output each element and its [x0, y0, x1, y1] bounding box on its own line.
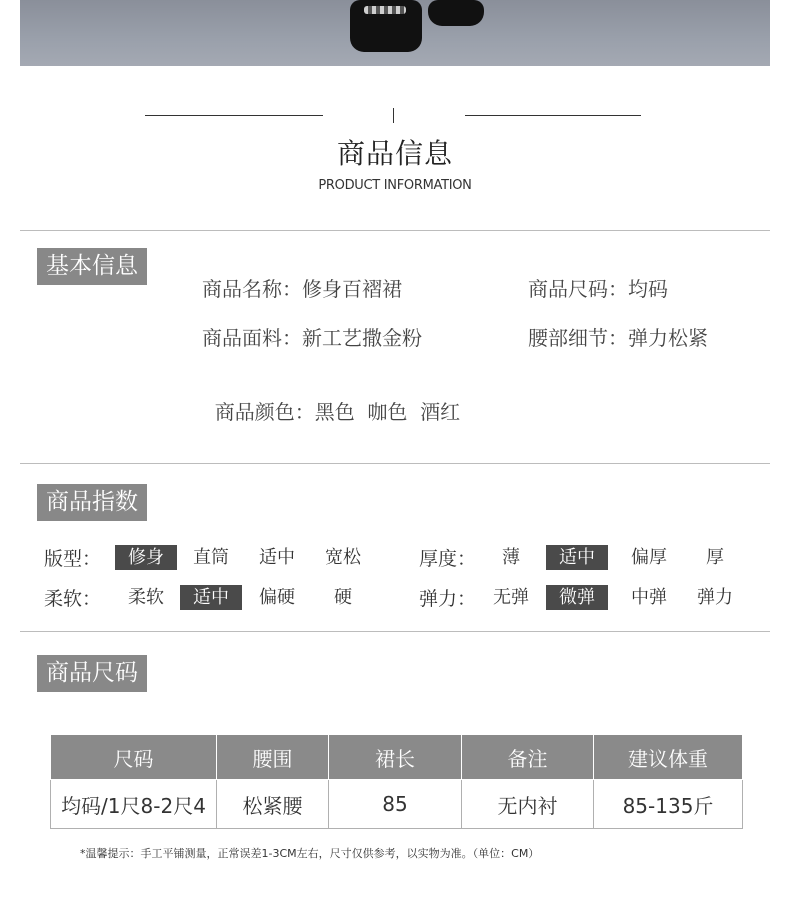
section-title: 商品信息 — [336, 137, 453, 170]
index-option: 宽松 — [325, 547, 361, 568]
divider — [20, 230, 770, 231]
index-option: 薄 — [502, 547, 520, 568]
index-option: 柔软 — [128, 587, 164, 608]
info-label: 商品面料： — [202, 326, 302, 350]
index-label-thickness: 厚度： — [419, 548, 477, 570]
table-header-cell: 裙长 — [329, 735, 462, 780]
table-cell: 均码/1尺8-2尺4 — [51, 780, 217, 829]
info-value: 黑色 咖色 酒红 — [314, 400, 461, 424]
index-label-fit: 版型： — [44, 548, 102, 570]
index-option: 弹力 — [697, 587, 733, 608]
header-left-line — [145, 115, 323, 116]
table-row — [51, 780, 743, 829]
product-size-tag: 商品尺码 — [37, 655, 147, 692]
table-header-cell: 建议体重 — [594, 735, 743, 780]
info-label: 商品颜色： — [214, 400, 315, 424]
index-option: 厚 — [706, 547, 724, 568]
table-header-cell: 备注 — [462, 735, 594, 780]
shoe-left-image — [350, 0, 422, 52]
divider — [20, 463, 770, 464]
index-option: 直筒 — [193, 547, 229, 568]
index-option: 中弹 — [631, 587, 667, 608]
info-product-fabric — [202, 322, 422, 351]
table-header-cell: 腰围 — [217, 735, 329, 780]
divider — [20, 631, 770, 632]
table-cell: 85-135斤 — [594, 780, 743, 829]
index-option: 适中 — [259, 547, 295, 568]
info-waist-detail — [528, 322, 708, 351]
index-label-elasticity: 弹力： — [419, 588, 477, 610]
info-value: 新工艺撒金粉 — [302, 326, 422, 350]
index-option: 硬 — [334, 587, 352, 608]
footnote: *温馨提示：手工平铺测量，正常误差1-3CM左右，尺寸仅供参考，以实物为准。（单位：CM） — [80, 847, 540, 860]
info-value: 均码 — [628, 277, 668, 301]
header-tick — [393, 108, 394, 123]
index-option: 适中 — [546, 545, 608, 570]
shoe-right-image — [428, 0, 484, 26]
index-option: 修身 — [115, 545, 177, 570]
table-header-row — [51, 735, 743, 780]
info-product-name — [202, 273, 402, 302]
index-option: 无弹 — [493, 587, 529, 608]
header-right-line — [465, 115, 641, 116]
table-cell: 85 — [329, 780, 462, 829]
info-label: 腰部细节： — [528, 326, 628, 350]
section-subtitle: PRODUCT INFORMATION — [318, 178, 472, 193]
info-value: 修身百褶裙 — [302, 277, 402, 301]
index-option: 偏厚 — [631, 547, 667, 568]
index-option: 偏硬 — [259, 587, 295, 608]
table-header-cell: 尺码 — [51, 735, 217, 780]
product-index-tag: 商品指数 — [37, 484, 147, 521]
info-label: 商品名称： — [202, 277, 302, 301]
index-label-softness: 柔软： — [44, 588, 102, 610]
info-label: 商品尺码： — [528, 277, 628, 301]
info-value: 弹力松紧 — [628, 326, 708, 350]
info-product-size — [528, 273, 668, 302]
index-option: 微弹 — [546, 585, 608, 610]
table-cell: 松紧腰 — [217, 780, 329, 829]
basic-info-tag: 基本信息 — [37, 248, 147, 285]
product-photo — [20, 0, 770, 66]
index-option: 适中 — [180, 585, 242, 610]
size-table — [50, 734, 743, 829]
table-cell: 无内衬 — [462, 780, 594, 829]
info-product-color — [202, 372, 460, 425]
